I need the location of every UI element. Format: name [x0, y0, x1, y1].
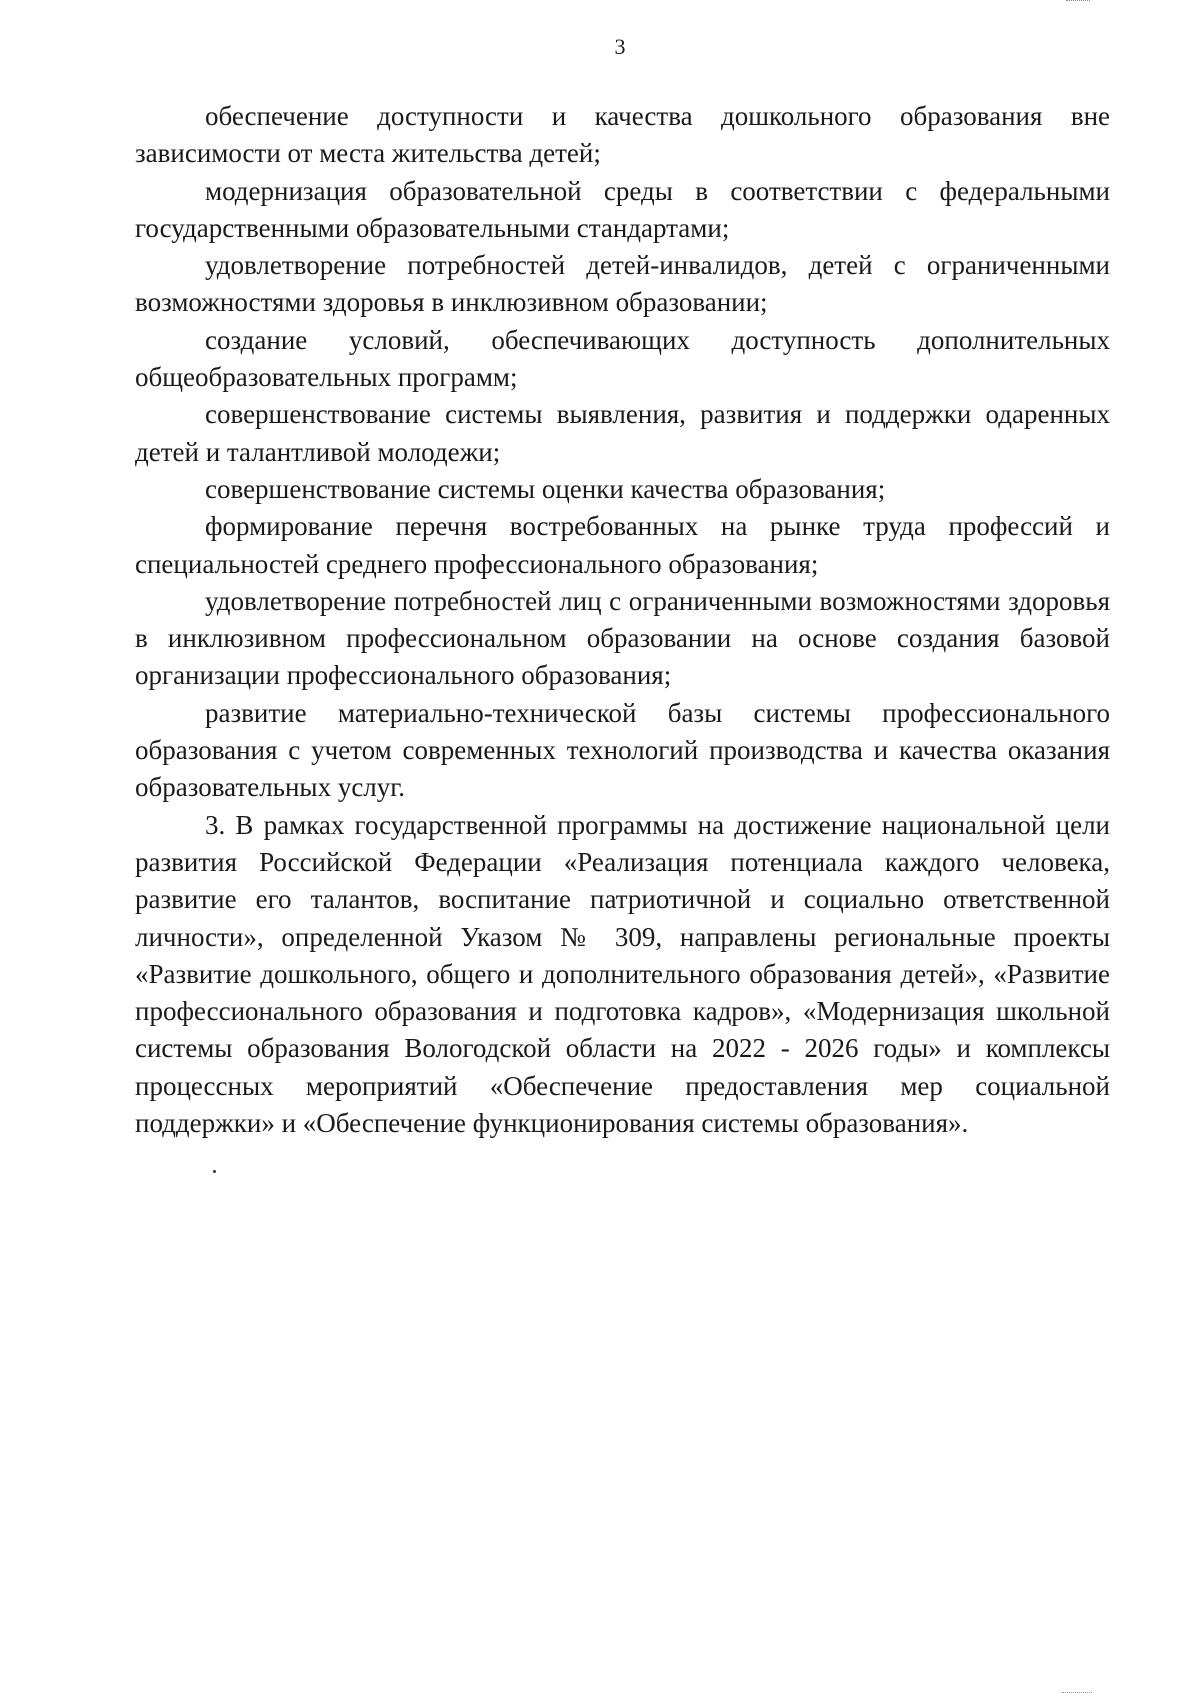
- scan-artifact-top: [1066, 0, 1090, 5]
- paragraph-disabled-children: удовлетворение потребностей детей-инвалидов, детей с ограниченными возможностями здоровья в инклюзивном образовании;: [135, 250, 1110, 318]
- paragraph-inclusive-professional: удовлетворение потребностей лиц с ограниченными возможностями здоровья в инклюзивном профессиональном образовании на основе создания базовой организации профессионального образования;: [135, 585, 1110, 691]
- document-body: [135, 98, 1110, 1142]
- paragraph-preschool-access: обеспечение доступности и качества дошкольного образования вне зависимости от места жительства детей;: [135, 101, 1110, 169]
- page-number: 3: [614, 34, 626, 59]
- paragraph-additional-programs: создание условий, обеспечивающих доступность дополнительных общеобразовательных программ;: [135, 324, 1110, 393]
- stray-dot: [213, 1170, 216, 1173]
- scan-artifact-bottom: [1062, 1686, 1092, 1693]
- paragraph-gifted-children: совершенствование системы выявления, развития и поддержки одаренных детей и талантливой молодежи;: [135, 399, 1110, 467]
- paragraph-section-3: 3. В рамках государственной программы на достижение национальной цели развития Российской Федерации «Реализация потенциала каждого человека, развитие его талантов, воспитание патриотичной и социально ответственной личности», определенной Указом № 309, направлены региональные проекты «Развитие дошкольного, общего и дополнительного образования детей», «Развитие профессионального образования и подготовка кадров», «Модернизация школьной системы образования Вологодской области на 2022 - 2026 годы» и комплексы процессных мероприятий «Обеспечение предоставления мер социальной поддержки» и «Обеспечение функционирования системы образования».: [135, 809, 1110, 1139]
- paragraph-quality-assessment: совершенствование системы оценки качества образования;: [205, 473, 886, 504]
- paragraph-material-base: развитие материально-технической базы системы профессионального образования с учетом современных технологий производства и качества оказания образовательных услуг.: [135, 697, 1110, 803]
- paragraph-modernization: модернизация образовательной среды в соответствии с федеральными государственными образовательными стандартами;: [135, 175, 1110, 243]
- paragraph-professions-list: формирование перечня востребованных на рынке труда профессий и специальностей среднего профессионального образования;: [135, 511, 1110, 579]
